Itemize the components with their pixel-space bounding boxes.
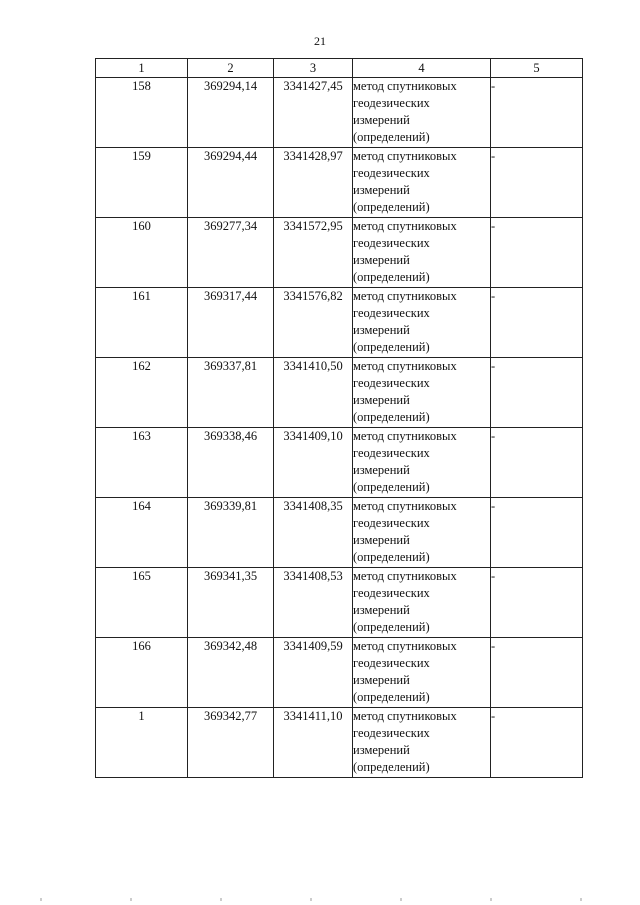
table-row xyxy=(96,708,583,778)
method-cell xyxy=(353,288,491,358)
method-line: метод спутниковых xyxy=(353,219,457,233)
note-cell: - xyxy=(491,78,583,148)
coordinate-x-cell: 369342,77 xyxy=(188,708,274,778)
method-line: измерений xyxy=(353,463,410,477)
method-line: измерений xyxy=(353,183,410,197)
point-number-cell: 160 xyxy=(96,218,188,288)
method-line: геодезических xyxy=(353,516,430,530)
method-line: геодезических xyxy=(353,726,430,740)
method-line: (определений) xyxy=(353,410,430,424)
method-line: измерений xyxy=(353,113,410,127)
method-line: (определений) xyxy=(353,480,430,494)
page-number: 21 xyxy=(314,34,326,48)
coordinate-y-cell: 3341572,95 xyxy=(274,218,353,288)
coordinate-x-cell: 369277,34 xyxy=(188,218,274,288)
method-line: метод спутниковых xyxy=(353,289,457,303)
note-cell: - xyxy=(491,288,583,358)
coordinate-x-cell: 369337,81 xyxy=(188,358,274,428)
point-number-cell: 1 xyxy=(96,708,188,778)
method-cell xyxy=(353,148,491,218)
method-cell xyxy=(353,428,491,498)
method-line: измерений xyxy=(353,603,410,617)
method-cell xyxy=(353,638,491,708)
method-cell xyxy=(353,218,491,288)
method-line: метод спутниковых xyxy=(353,709,457,723)
method-line: геодезических xyxy=(353,236,430,250)
method-cell xyxy=(353,568,491,638)
column-header-5: 5 xyxy=(491,59,583,78)
scan-artifact xyxy=(0,898,640,901)
method-line: геодезических xyxy=(353,656,430,670)
method-cell xyxy=(353,78,491,148)
method-line: метод спутниковых xyxy=(353,429,457,443)
method-cell xyxy=(353,708,491,778)
note-cell: - xyxy=(491,568,583,638)
method-line: (определений) xyxy=(353,620,430,634)
method-line: метод спутниковых xyxy=(353,79,457,93)
coordinate-x-cell: 369294,44 xyxy=(188,148,274,218)
table-row xyxy=(96,498,583,568)
coordinate-x-cell: 369341,35 xyxy=(188,568,274,638)
method-line: измерений xyxy=(353,533,410,547)
note-cell: - xyxy=(491,708,583,778)
note-cell: - xyxy=(491,498,583,568)
coordinate-x-cell: 369339,81 xyxy=(188,498,274,568)
point-number-cell: 166 xyxy=(96,638,188,708)
coordinate-y-cell: 3341409,10 xyxy=(274,428,353,498)
method-cell xyxy=(353,498,491,568)
method-line: метод спутниковых xyxy=(353,639,457,653)
point-number-cell: 162 xyxy=(96,358,188,428)
method-line: измерений xyxy=(353,323,410,337)
table-header xyxy=(96,59,583,78)
coordinates-table xyxy=(95,58,583,778)
point-number-cell: 159 xyxy=(96,148,188,218)
coordinate-x-cell: 369338,46 xyxy=(188,428,274,498)
table-row xyxy=(96,78,583,148)
method-line: геодезических xyxy=(353,586,430,600)
column-header-2: 2 xyxy=(188,59,274,78)
method-line: (определений) xyxy=(353,690,430,704)
point-number-cell: 163 xyxy=(96,428,188,498)
table-row xyxy=(96,148,583,218)
method-line: (определений) xyxy=(353,550,430,564)
method-line: (определений) xyxy=(353,200,430,214)
coordinate-x-cell: 369342,48 xyxy=(188,638,274,708)
coordinate-x-cell: 369317,44 xyxy=(188,288,274,358)
table-row xyxy=(96,568,583,638)
method-line: геодезических xyxy=(353,166,430,180)
column-header-4: 4 xyxy=(353,59,491,78)
method-line: измерений xyxy=(353,393,410,407)
table-row xyxy=(96,428,583,498)
coordinate-y-cell: 3341576,82 xyxy=(274,288,353,358)
coordinate-y-cell: 3341411,10 xyxy=(274,708,353,778)
point-number-cell: 161 xyxy=(96,288,188,358)
method-line: измерений xyxy=(353,673,410,687)
header-row xyxy=(96,59,583,78)
method-line: геодезических xyxy=(353,306,430,320)
method-line: геодезических xyxy=(353,446,430,460)
coordinate-y-cell: 3341409,59 xyxy=(274,638,353,708)
note-cell: - xyxy=(491,218,583,288)
table-row xyxy=(96,638,583,708)
coordinate-y-cell: 3341410,50 xyxy=(274,358,353,428)
note-cell: - xyxy=(491,358,583,428)
table-body xyxy=(96,78,583,778)
method-line: (определений) xyxy=(353,270,430,284)
method-line: (определений) xyxy=(353,760,430,774)
coordinate-y-cell: 3341428,97 xyxy=(274,148,353,218)
column-header-3: 3 xyxy=(274,59,353,78)
coordinate-y-cell: 3341427,45 xyxy=(274,78,353,148)
point-number-cell: 158 xyxy=(96,78,188,148)
point-number-cell: 164 xyxy=(96,498,188,568)
note-cell: - xyxy=(491,148,583,218)
method-line: геодезических xyxy=(353,376,430,390)
table-row xyxy=(96,288,583,358)
method-line: метод спутниковых xyxy=(353,359,457,373)
method-line: измерений xyxy=(353,743,410,757)
method-line: (определений) xyxy=(353,340,430,354)
method-line: измерений xyxy=(353,253,410,267)
table-row xyxy=(96,358,583,428)
coordinate-y-cell: 3341408,35 xyxy=(274,498,353,568)
method-line: (определений) xyxy=(353,130,430,144)
point-number-cell: 165 xyxy=(96,568,188,638)
note-cell: - xyxy=(491,638,583,708)
column-header-1: 1 xyxy=(96,59,188,78)
method-cell xyxy=(353,358,491,428)
coordinate-x-cell: 369294,14 xyxy=(188,78,274,148)
coordinate-y-cell: 3341408,53 xyxy=(274,568,353,638)
method-line: метод спутниковых xyxy=(353,499,457,513)
table-row xyxy=(96,218,583,288)
note-cell: - xyxy=(491,428,583,498)
method-line: метод спутниковых xyxy=(353,149,457,163)
method-line: геодезических xyxy=(353,96,430,110)
method-line: метод спутниковых xyxy=(353,569,457,583)
